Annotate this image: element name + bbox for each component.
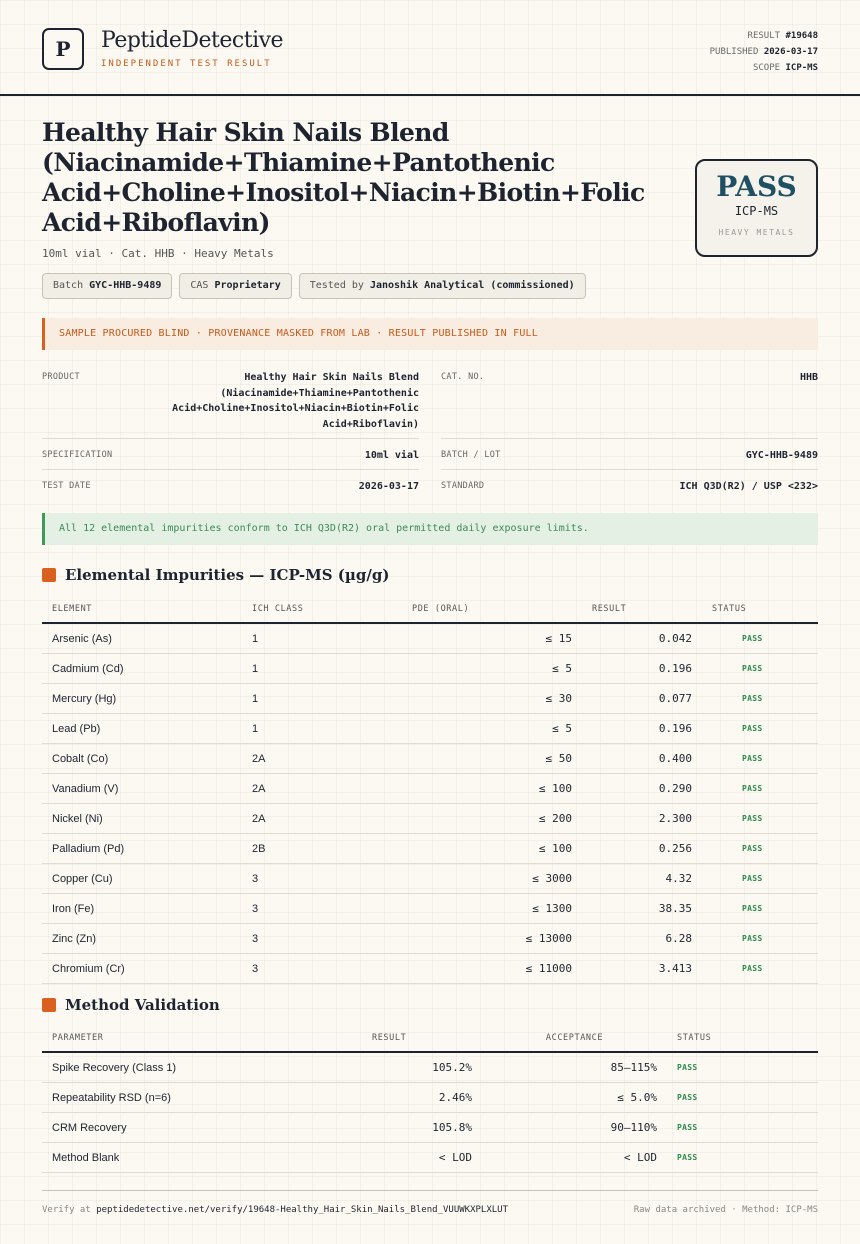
col-val-result: RESULT <box>362 1025 482 1052</box>
info-column-right <box>441 366 818 500</box>
ich-class-cell: 3 <box>242 864 402 894</box>
table-row <box>42 954 818 984</box>
validation-title: Method Validation <box>65 996 220 1014</box>
table-row <box>42 1113 818 1143</box>
parameter-cell: Repeatability RSD (n=6) <box>42 1083 362 1113</box>
validation-header-row <box>42 1025 818 1052</box>
acceptance-cell: < LOD <box>482 1143 667 1173</box>
batch-chip-value: GYC-HHB-9489 <box>89 280 162 291</box>
tested-by-chip <box>299 273 586 299</box>
table-row <box>42 804 818 834</box>
product-label: PRODUCT <box>42 372 80 382</box>
impurities-body <box>42 623 818 984</box>
info-row-date <box>42 470 419 500</box>
table-row <box>42 864 818 894</box>
col-element: ELEMENT <box>42 596 242 623</box>
validation-table <box>42 1025 818 1173</box>
result-cell: 0.290 <box>582 774 702 804</box>
cat-value: HHB <box>799 372 818 383</box>
pde-cell: ≤ 30 <box>402 684 582 714</box>
batch-chip-label: Batch <box>53 280 84 291</box>
ich-class-cell: 1 <box>242 714 402 744</box>
pde-cell: ≤ 100 <box>402 834 582 864</box>
col-val-status: STATUS <box>667 1025 818 1052</box>
published-date: 2026-03-17 <box>763 47 818 57</box>
verdict-badge <box>695 159 818 257</box>
status-cell: PASS <box>702 894 818 924</box>
section-marker-icon <box>42 568 56 582</box>
ich-class-cell: 3 <box>242 954 402 984</box>
val-result-cell: < LOD <box>362 1143 482 1173</box>
cas-chip <box>179 273 291 299</box>
element-cell: Cobalt (Co) <box>42 744 242 774</box>
val-status-cell: PASS <box>667 1083 818 1113</box>
cat-label: CAT. NO. <box>441 372 485 382</box>
ich-class-cell: 3 <box>242 924 402 954</box>
element-cell: Vanadium (V) <box>42 774 242 804</box>
ich-class-cell: 2A <box>242 774 402 804</box>
validation-body <box>42 1052 818 1173</box>
table-row <box>42 684 818 714</box>
footer-divider <box>42 1190 818 1191</box>
val-result-cell: 2.46% <box>362 1083 482 1113</box>
verify-link[interactable]: peptidedetective.net/verify/19648-Healthy_Hair_Skin_Nails_Blend_VUUWKXPLXLUT <box>96 1205 509 1215</box>
report-header <box>42 28 818 78</box>
element-cell: Palladium (Pd) <box>42 834 242 864</box>
section-marker-icon <box>42 998 56 1012</box>
ich-class-cell: 1 <box>242 684 402 714</box>
info-row-cat <box>441 366 818 439</box>
element-cell: Nickel (Ni) <box>42 804 242 834</box>
verify-line <box>42 1205 508 1215</box>
acceptance-cell: 85–115% <box>482 1052 667 1083</box>
ich-class-cell: 2A <box>242 744 402 774</box>
status-cell: PASS <box>702 834 818 864</box>
provenance-notice: SAMPLE PROCURED BLIND · PROVENANCE MASKED FROM LAB · RESULT PUBLISHED IN FULL <box>42 318 818 350</box>
col-status: STATUS <box>702 596 818 623</box>
element-cell: Zinc (Zn) <box>42 924 242 954</box>
result-cell: 2.300 <box>582 804 702 834</box>
pde-cell: ≤ 50 <box>402 744 582 774</box>
ich-class-cell: 3 <box>242 894 402 924</box>
scope-value: ICP-MS <box>785 63 818 73</box>
impurities-section-title <box>42 566 389 584</box>
tested-by-value: Janoshik Analytical (commissioned) <box>369 280 575 291</box>
status-cell: PASS <box>702 623 818 654</box>
table-row <box>42 714 818 744</box>
brand-name: PeptideDetective <box>101 28 284 53</box>
table-row <box>42 1052 818 1083</box>
parameter-cell: CRM Recovery <box>42 1113 362 1143</box>
pde-cell: ≤ 5 <box>402 654 582 684</box>
conformance-banner: All 12 elemental impurities conform to ICH Q3D(R2) oral permitted daily exposure limits. <box>42 513 818 545</box>
col-ich-class: ICH CLASS <box>242 596 402 623</box>
spec-value: 10ml vial <box>364 450 419 461</box>
element-cell: Copper (Cu) <box>42 864 242 894</box>
pde-cell: ≤ 1300 <box>402 894 582 924</box>
batch-chip <box>42 273 172 299</box>
status-cell: PASS <box>702 774 818 804</box>
pde-cell: ≤ 5 <box>402 714 582 744</box>
table-row <box>42 1143 818 1173</box>
date-value: 2026-03-17 <box>358 481 419 492</box>
spec-label: SPECIFICATION <box>42 450 113 460</box>
acceptance-cell: 90–110% <box>482 1113 667 1143</box>
published-label: PUBLISHED <box>709 47 759 57</box>
verdict-result: PASS <box>716 170 797 203</box>
page-title: Healthy Hair Skin Nails Blend (Niacinamide+Thiamine+Pantothenic Acid+Choline+Inositol+Niacin+Biotin+Folic Acid+Riboflavin) <box>42 118 645 237</box>
val-result-cell: 105.8% <box>362 1113 482 1143</box>
val-status-cell: PASS <box>667 1113 818 1143</box>
validation-section-title <box>42 996 220 1014</box>
result-number: #19648 <box>785 31 818 41</box>
standard-label: STANDARD <box>441 481 485 491</box>
date-label: TEST DATE <box>42 481 91 491</box>
impurities-title: Elemental Impurities — ICP-MS (µg/g) <box>65 566 390 584</box>
result-cell: 0.400 <box>582 744 702 774</box>
table-row <box>42 744 818 774</box>
info-row-batch <box>441 439 818 470</box>
acceptance-cell: ≤ 5.0% <box>482 1083 667 1113</box>
ich-class-cell: 1 <box>242 623 402 654</box>
status-cell: PASS <box>702 744 818 774</box>
cas-chip-label: CAS <box>190 280 209 291</box>
logo-icon: P <box>42 28 84 70</box>
chip-row <box>42 273 586 299</box>
val-status-cell: PASS <box>667 1143 818 1173</box>
col-parameter: PARAMETER <box>42 1025 362 1052</box>
table-row <box>42 623 818 654</box>
pde-cell: ≤ 11000 <box>402 954 582 984</box>
status-cell: PASS <box>702 804 818 834</box>
result-cell: 0.196 <box>582 714 702 744</box>
ich-class-cell: 1 <box>242 654 402 684</box>
element-cell: Chromium (Cr) <box>42 954 242 984</box>
table-row <box>42 774 818 804</box>
report-meta <box>710 28 818 76</box>
info-column-left <box>42 366 419 500</box>
verify-label: Verify at <box>42 1205 91 1215</box>
result-cell: 0.042 <box>582 623 702 654</box>
pde-cell: ≤ 100 <box>402 774 582 804</box>
result-cell: 0.256 <box>582 834 702 864</box>
brand-tagline: INDEPENDENT TEST RESULT <box>101 59 272 69</box>
page-subtitle: 10ml vial · Cat. HHB · Heavy Metals <box>42 247 274 260</box>
result-cell: 3.413 <box>582 954 702 984</box>
header-divider <box>0 94 860 96</box>
result-cell: 0.077 <box>582 684 702 714</box>
col-result: RESULT <box>582 596 702 623</box>
pde-cell: ≤ 3000 <box>402 864 582 894</box>
parameter-cell: Method Blank <box>42 1143 362 1173</box>
info-row-spec <box>42 439 419 470</box>
info-row-standard <box>441 470 818 500</box>
element-cell: Lead (Pb) <box>42 714 242 744</box>
result-cell: 0.196 <box>582 654 702 684</box>
pde-cell: ≤ 13000 <box>402 924 582 954</box>
ich-class-cell: 2B <box>242 834 402 864</box>
result-cell: 38.35 <box>582 894 702 924</box>
verdict-scope: HEAVY METALS <box>718 228 795 237</box>
element-cell: Iron (Fe) <box>42 894 242 924</box>
ich-class-cell: 2A <box>242 804 402 834</box>
col-acceptance: ACCEPTANCE <box>482 1025 667 1052</box>
status-cell: PASS <box>702 924 818 954</box>
col-pde: PDE (ORAL) <box>402 596 582 623</box>
val-status-cell: PASS <box>667 1052 818 1083</box>
status-cell: PASS <box>702 714 818 744</box>
pde-cell: ≤ 200 <box>402 804 582 834</box>
status-cell: PASS <box>702 684 818 714</box>
archive-note: Raw data archived · Method: ICP-MS <box>633 1205 818 1215</box>
impurities-header-row <box>42 596 818 623</box>
element-cell: Cadmium (Cd) <box>42 654 242 684</box>
table-row <box>42 894 818 924</box>
table-row <box>42 924 818 954</box>
val-result-cell: 105.2% <box>362 1052 482 1083</box>
result-label: RESULT <box>747 31 781 41</box>
element-cell: Mercury (Hg) <box>42 684 242 714</box>
tested-by-label: Tested by <box>309 280 364 291</box>
status-cell: PASS <box>702 864 818 894</box>
info-row-product <box>42 366 419 439</box>
verdict-method: ICP-MS <box>734 204 779 218</box>
element-cell: Arsenic (As) <box>42 623 242 654</box>
batch-value: GYC-HHB-9489 <box>745 450 818 461</box>
table-row <box>42 834 818 864</box>
pde-cell: ≤ 15 <box>402 623 582 654</box>
result-cell: 6.28 <box>582 924 702 954</box>
table-row <box>42 1083 818 1113</box>
table-row <box>42 654 818 684</box>
impurities-table <box>42 596 818 984</box>
batch-label: BATCH / LOT <box>441 450 501 460</box>
status-cell: PASS <box>702 954 818 984</box>
result-cell: 4.32 <box>582 864 702 894</box>
product-value: Healthy Hair Skin Nails Blend (Niacinamide+Thiamine+Pantothenic Acid+Choline+Inositol+Niacin+Biotin+Folic Acid+Riboflavin) <box>172 372 419 430</box>
standard-value: ICH Q3D(R2) / USP <232> <box>679 481 818 492</box>
status-cell: PASS <box>702 654 818 684</box>
parameter-cell: Spike Recovery (Class 1) <box>42 1052 362 1083</box>
scope-label: SCOPE <box>752 63 781 73</box>
cas-chip-value: Proprietary <box>214 280 281 291</box>
